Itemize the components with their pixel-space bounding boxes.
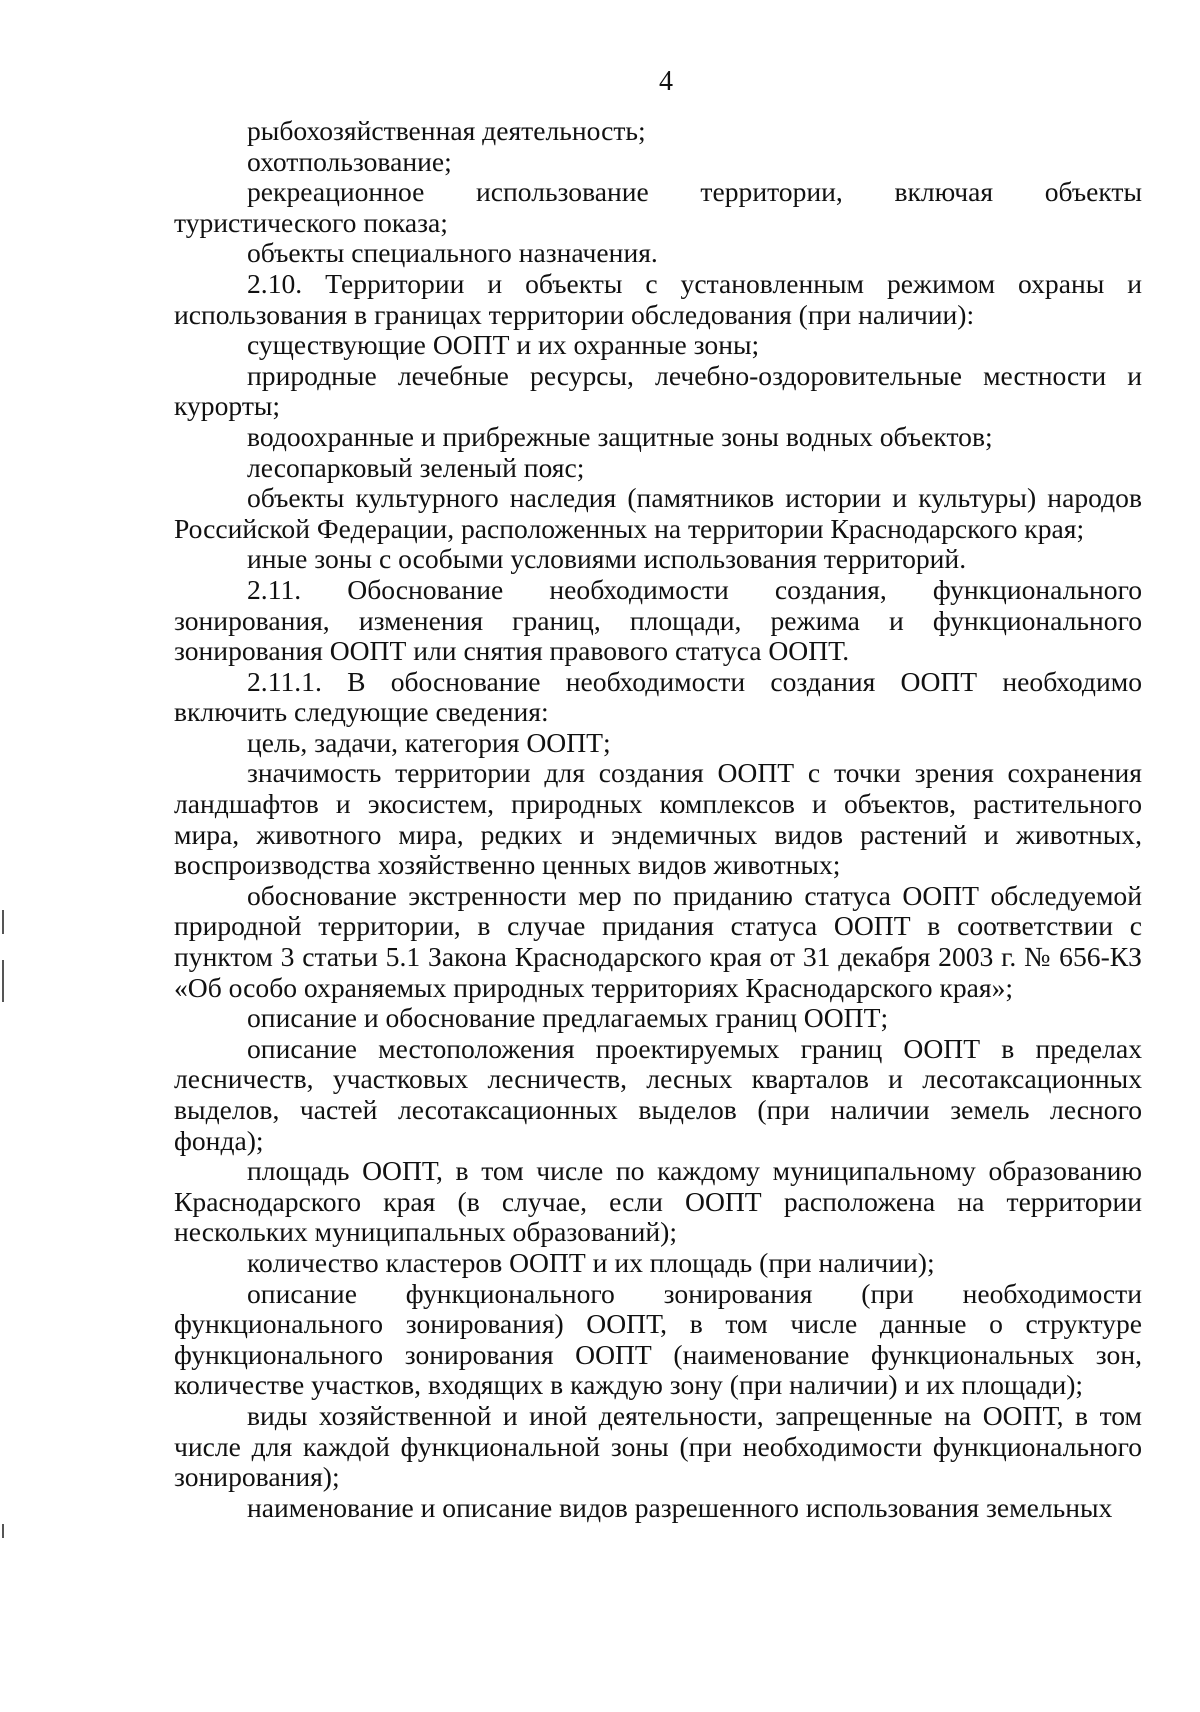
- paragraph: описание и обоснование предлагаемых границ ООПТ;: [247, 1002, 889, 1034]
- paragraph: цель, задачи, категория ООПТ;: [247, 726, 611, 758]
- paragraph: рыбохозяйственная деятельность;: [247, 115, 646, 146]
- section-paragraph-2-10: 2.10. Территории и объекты с установленным режимом охраны и использования в границах территории обследования (при наличии):: [174, 267, 1142, 330]
- paragraph: описание местоположения проектируемых границ ООПТ в пределах лесничеств, участковых лесничеств, лесных кварталов и лесотаксационных выделов, частей лесотаксационных выделов (при наличии земель лесного фонда);: [174, 1032, 1142, 1156]
- page-number: 4: [659, 66, 673, 97]
- paragraph: водоохранные и прибрежные защитные зоны водных объектов;: [247, 420, 993, 452]
- paragraph: значимость территории для создания ООПТ с точки зрения сохранения ландшафтов и экосистем, природных комплексов и объектов, растительного мира, животного мира, редких и эндемичных видов растений и животных, воспроизводства хозяйственно ценных видов животных;: [174, 757, 1142, 881]
- paragraph: рекреационное использование территории, включая объекты туристического показа;: [174, 176, 1142, 238]
- paragraph: обоснование экстренности мер по приданию статуса ООПТ обследуемой природной территории, в случае придания статуса ООПТ в соответствии с пунктом 3 статьи 5.1 Закона Краснодарского края от 31 декабря 2003 г. № 656-КЗ «Об особо охраняемых природных территориях Краснодарского края»;: [174, 879, 1142, 1003]
- paragraph: охотпользование;: [247, 145, 452, 177]
- paragraph: описание функционального зонирования (при необходимости функционального зонирования) ООПТ, в том числе данные о структуре функционального зонирования ООПТ (наименование функциональных зон, количестве участков, входящих в каждую зону (при наличии) и их площади);: [174, 1277, 1142, 1401]
- paragraph: природные лечебные ресурсы, лечебно-оздоровительные местности и курорты;: [174, 359, 1142, 422]
- document-body: [174, 116, 1142, 1523]
- paragraph: количество кластеров ООПТ и их площадь (при наличии);: [247, 1246, 935, 1278]
- scan-artifact: [2, 1524, 4, 1538]
- section-paragraph-2-11-1: 2.11.1. В обоснование необходимости создания ООПТ необходимо включить следующие сведения:: [174, 665, 1142, 728]
- scan-artifact: [2, 910, 4, 934]
- section-paragraph-2-11: 2.11. Обоснование необходимости создания, функционального зонирования, изменения границ, площади, режима и функционального зонирования ООПТ или снятия правового статуса ООПТ.: [174, 573, 1142, 667]
- paragraph: наименование и описание видов разрешенного использования земельных: [247, 1491, 1113, 1523]
- paragraph: объекты специального назначения.: [247, 237, 658, 269]
- scan-artifact: [2, 960, 4, 1002]
- paragraph: виды хозяйственной и иной деятельности, запрещенные на ООПТ, в том числе для каждой функциональной зоны (при необходимости функционального зонирования);: [174, 1399, 1142, 1493]
- paragraph: существующие ООПТ и их охранные зоны;: [247, 329, 760, 361]
- paragraph: иные зоны с особыми условиями использования территорий.: [247, 543, 967, 575]
- paragraph: лесопарковый зеленый пояс;: [247, 451, 585, 483]
- paragraph: площадь ООПТ, в том числе по каждому муниципальному образованию Краснодарского края (в случае, если ООПТ расположена на территории нескольких муниципальных образований);: [174, 1155, 1142, 1248]
- paragraph: объекты культурного наследия (памятников истории и культуры) народов Российской Федерации, расположенных на территории Краснодарского края;: [174, 482, 1142, 544]
